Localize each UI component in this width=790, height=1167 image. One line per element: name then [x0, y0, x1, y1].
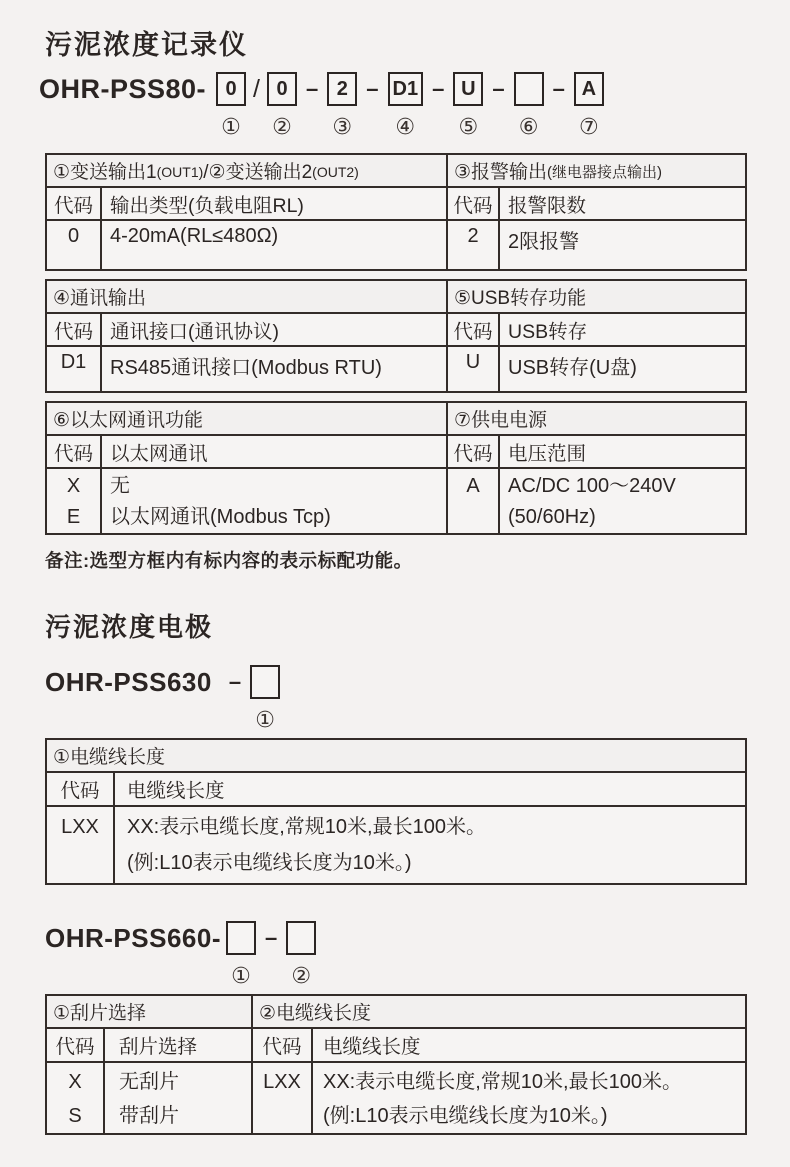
circled-number-2: ②: [291, 963, 312, 988]
table-row: [47, 155, 745, 188]
cable-table-title: ②电缆线长度: [259, 1003, 372, 1024]
circled-number-3: ③: [332, 114, 353, 139]
title-text: /②变送输出2: [203, 162, 313, 183]
code-value: A: [466, 475, 480, 497]
col-header-code: 代码: [448, 436, 500, 467]
table-row: [47, 807, 745, 883]
code-value-list: [47, 807, 115, 883]
model-segment-3: [327, 72, 357, 139]
section2-left-title: ④通讯输出: [47, 281, 448, 312]
model-box-empty: [226, 921, 256, 955]
code-value: LXX: [61, 816, 99, 838]
table-row: [47, 221, 745, 269]
model-segment-1: [216, 72, 246, 139]
scraper-cable-table-pss660: [45, 994, 747, 1135]
table-row: [47, 436, 745, 469]
circled-number-6: ⑥: [518, 114, 539, 139]
model-prefix-pss630: OHR-PSS630: [45, 667, 212, 697]
table-row: [47, 347, 745, 391]
code-value: X: [68, 1071, 82, 1093]
model-segment-4: [388, 72, 424, 139]
code-value: 0: [47, 221, 102, 269]
code-value-list: [253, 1063, 313, 1133]
col-header-code: 代码: [47, 188, 102, 219]
table-row: [47, 403, 745, 436]
model-segment-7: [574, 72, 604, 139]
col-header-alarm-limits: 报警限数: [508, 194, 587, 217]
model-code-pss660: [45, 921, 747, 988]
description-value: 2限报警: [508, 231, 580, 253]
model-segment-2: [286, 921, 316, 988]
section2-right-title: ⑤USB转存功能: [454, 288, 587, 309]
model-box-empty: [250, 665, 280, 699]
dash-separator: –: [366, 76, 379, 101]
section1-left-title: [47, 155, 448, 186]
description-value: 无: [110, 475, 130, 497]
description-value: 4-20mA(RL≤480Ω): [102, 221, 448, 269]
description-value: (例:L10表示电缆线长度为10米。): [127, 852, 412, 874]
col-header-cable-length: 电缆线长度: [323, 1036, 421, 1058]
col-header-code: 代码: [448, 188, 500, 219]
cable-length-table-pss630: [45, 738, 747, 885]
description-value: AC/DC 100～240V: [508, 475, 676, 497]
col-header-code: 代码: [47, 436, 102, 467]
description-value-list: [313, 1063, 745, 1133]
col-header-output-type: 输出类型(负载电阻RL): [102, 188, 448, 219]
circled-number-4: ④: [395, 114, 416, 139]
dash-separator: –: [552, 76, 565, 101]
selector-section-1: [45, 153, 747, 271]
table-row: [47, 1029, 745, 1063]
title-text-small: (OUT1): [156, 164, 204, 180]
circled-number-1: ①: [255, 707, 275, 732]
description-value: (50/60Hz): [508, 506, 596, 528]
model-segment-5: [453, 72, 483, 139]
col-header-cable-length: 电缆线长度: [127, 780, 225, 802]
col-header-code: 代码: [47, 1029, 105, 1061]
code-value-list: [47, 469, 102, 533]
selector-section-3: [45, 401, 747, 535]
circled-number-5: ⑤: [458, 114, 479, 139]
col-header-code: 代码: [448, 314, 500, 345]
code-value: U: [448, 347, 500, 391]
col-header-comm-interface: 通讯接口(通讯协议): [102, 314, 448, 345]
description-value: 以太网通讯(Modbus Tcp): [110, 506, 331, 528]
model-box-7: A: [574, 72, 604, 106]
description-value-list: [102, 469, 448, 533]
circled-number-7: ⑦: [578, 114, 599, 139]
description-value-list: [105, 1063, 253, 1133]
dash-separator: –: [306, 76, 319, 101]
code-value: X: [66, 475, 81, 497]
model-segment-1: [250, 665, 280, 732]
table-row: [47, 281, 745, 314]
electrode-section-title: 污泥浓度电极: [45, 612, 214, 642]
note-text: 备注:选型方框内有标内容的表示标配功能。: [45, 550, 413, 571]
section3-left-title: ⑥以太网通讯功能: [47, 403, 448, 434]
description-value-list: [500, 469, 745, 533]
description-value: 带刮片: [119, 1105, 179, 1127]
selector-section-2: [45, 279, 747, 393]
circled-number-2: ②: [272, 114, 292, 139]
code-value: E: [66, 506, 81, 528]
col-header-usb: USB转存: [508, 320, 588, 343]
model-box-3: 2: [327, 72, 357, 106]
title-text: ③报警输出: [454, 162, 548, 183]
table-row: [47, 314, 745, 347]
cable-table-title: ①电缆线长度: [53, 747, 166, 768]
slash-separator: /: [253, 75, 260, 103]
table-row: [47, 1063, 745, 1133]
table-row: [47, 469, 745, 533]
model-box-5: U: [453, 72, 483, 106]
code-value: S: [68, 1105, 82, 1127]
model-code-pss630: [45, 665, 747, 732]
code-value-list: [448, 469, 500, 533]
model-box-2: 0: [267, 72, 297, 106]
model-box-4: D1: [388, 72, 424, 106]
model-box-empty: [286, 921, 316, 955]
dash-separator: –: [228, 669, 242, 694]
description-value: (例:L10表示电缆线长度为10米。): [323, 1105, 608, 1127]
circled-number-1: ①: [231, 963, 251, 988]
circled-number-1: ①: [221, 114, 241, 139]
col-header-scraper: 刮片选择: [105, 1029, 253, 1061]
col-header-code: 代码: [47, 773, 115, 805]
code-value: LXX: [263, 1071, 301, 1093]
description-value: 无刮片: [119, 1071, 179, 1093]
model-box-1: 0: [216, 72, 246, 106]
code-value-list: [47, 1063, 105, 1133]
model-prefix-pss660: OHR-PSS660-: [45, 923, 221, 953]
model-segment-6: [514, 72, 544, 139]
title-text-small: (继电器接点输出): [547, 164, 663, 181]
page-title: 污泥浓度记录仪: [45, 30, 248, 60]
description-value-list: [115, 807, 745, 883]
dash-separator: –: [492, 76, 505, 101]
model-segment-2: [267, 72, 297, 139]
model-prefix-pss80: OHR-PSS80-: [39, 74, 207, 104]
model-box-6-empty: [514, 72, 544, 106]
table-row: [47, 773, 745, 807]
description-value: RS485通讯接口(Modbus RTU): [102, 347, 448, 391]
section1-right-title: [448, 155, 745, 186]
table-row: [47, 740, 745, 773]
model-segment-1: [226, 921, 256, 988]
title-text-small: (OUT2): [312, 164, 359, 180]
description-value: XX:表示电缆长度,常规10米,最长100米。: [323, 1071, 682, 1093]
model-code-pss80: [39, 72, 747, 139]
code-value: D1: [47, 347, 102, 391]
description-value: XX:表示电缆长度,常规10米,最长100米。: [127, 816, 486, 838]
scraper-table-title: ①刮片选择: [47, 996, 253, 1027]
col-header-voltage-range: 电压范围: [508, 442, 587, 465]
table-row: [47, 996, 745, 1029]
dash-separator: –: [432, 76, 445, 101]
table-row: [47, 188, 745, 221]
code-value: 2: [448, 221, 500, 269]
col-header-ethernet: 以太网通讯: [102, 436, 448, 467]
col-header-code: 代码: [47, 314, 102, 345]
dash-separator: –: [265, 925, 278, 950]
col-header-code: 代码: [253, 1029, 313, 1061]
title-text: ①变送输出1: [53, 162, 157, 183]
section3-right-title: ⑦供电电源: [454, 410, 548, 431]
description-value: USB转存(U盘): [508, 357, 637, 379]
